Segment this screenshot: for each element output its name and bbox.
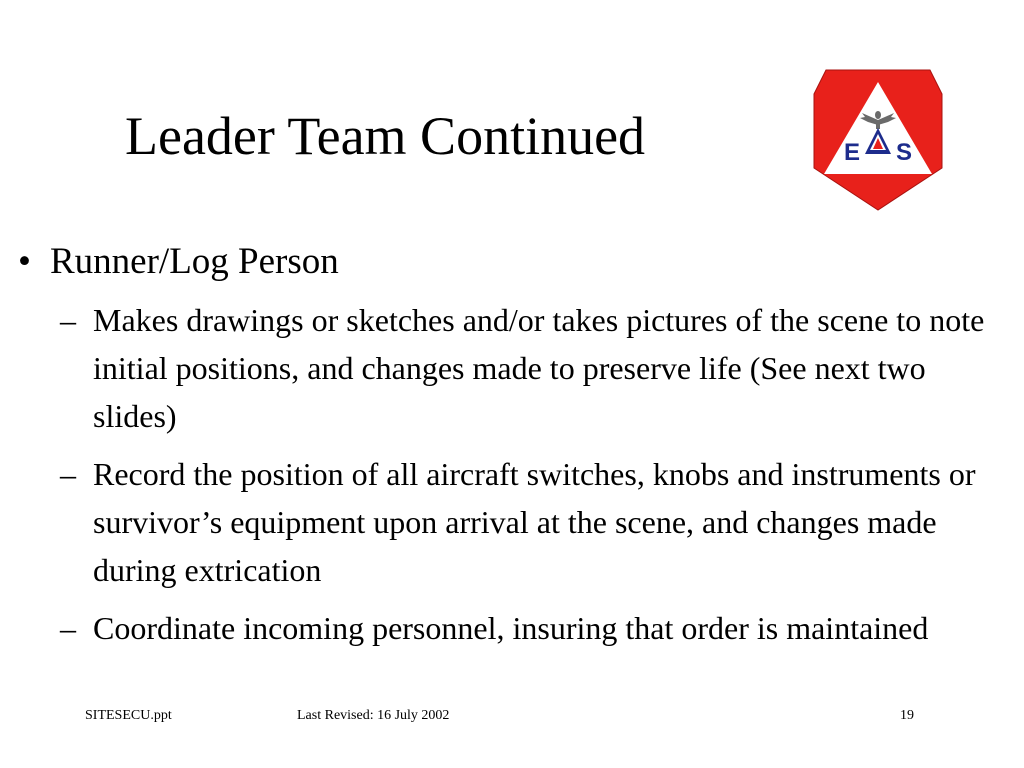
- bullet-text: Runner/Log Person: [50, 241, 339, 282]
- bullet-item: [18, 238, 339, 286]
- sub-bullet-text: Record the position of all aircraft switches, knobs and instruments or survivor’s equipment upon arrival at the scene, and changes made during extrication: [93, 456, 976, 588]
- dash-icon: –: [60, 610, 76, 646]
- footer-filename: SITESECU.ppt: [85, 708, 172, 723]
- sub-bullet-item: [60, 450, 1000, 594]
- footer-revised-date: Last Revised: 16 July 2002: [297, 708, 450, 723]
- slide-title: Leader Team Continued: [125, 106, 646, 166]
- sub-bullet-text: Coordinate incoming personnel, insuring that order is maintained: [93, 610, 929, 646]
- sub-bullet-list: [60, 296, 1000, 662]
- es-shield-logo-icon: [812, 68, 944, 212]
- sub-bullet-item: [60, 604, 1000, 652]
- dash-icon: –: [60, 456, 76, 492]
- footer-page-number: 19: [900, 708, 914, 723]
- logo-letter-s: S: [895, 139, 913, 166]
- dash-icon: –: [60, 302, 76, 338]
- sub-bullet-item: [60, 296, 1000, 440]
- bullet-dot-icon: •: [18, 241, 31, 282]
- logo-letter-e: E: [843, 139, 861, 166]
- sub-bullet-text: Makes drawings or sketches and/or takes pictures of the scene to note initial positions, and changes made to preserve life (See next two slides): [93, 302, 985, 434]
